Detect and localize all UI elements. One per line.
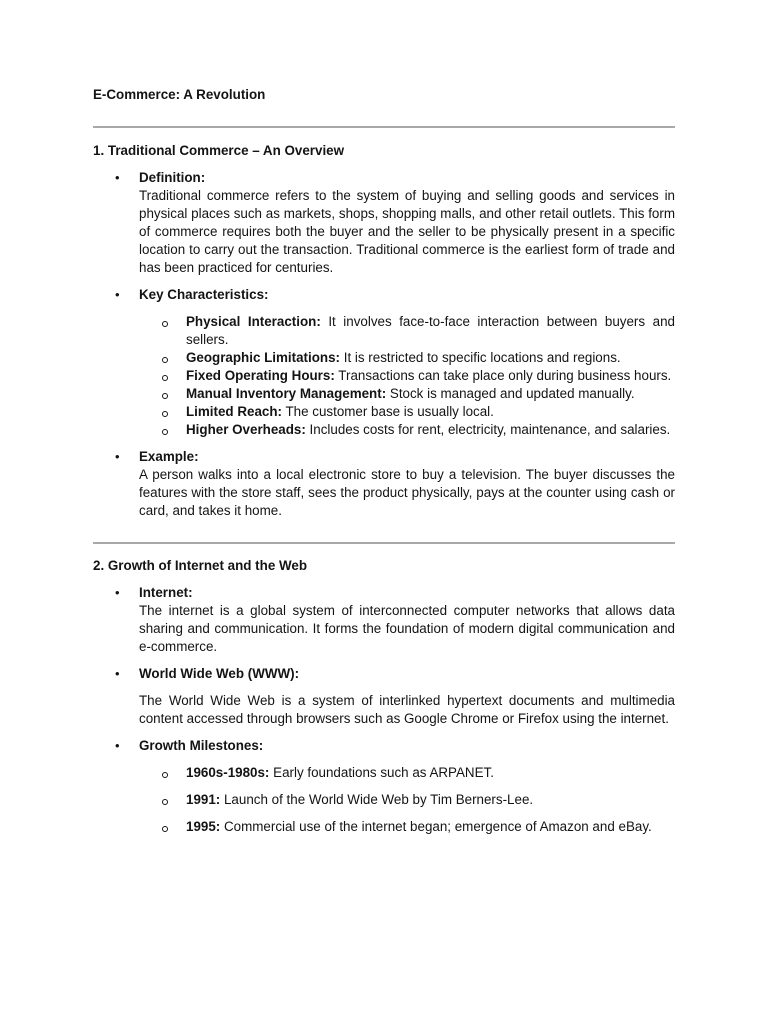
milestone-label: 1960s-1980s: xyxy=(186,765,270,780)
example-label: • Example: xyxy=(139,449,199,464)
internet-growth-list xyxy=(93,584,675,755)
document-page xyxy=(93,86,675,845)
key-characteristics-label: • Key Characteristics: xyxy=(139,287,269,302)
traditional-commerce-list xyxy=(93,169,675,304)
characteristic-item xyxy=(93,367,675,385)
www-text: The World Wide Web is a system of interlinked hypertext documents and multimedia content accessed through browsers such as Google Chrome or Firefox using the internet. xyxy=(139,693,675,726)
www-label: • World Wide Web (WWW): xyxy=(139,666,300,681)
characteristic-item xyxy=(93,349,675,367)
key-characteristics-item xyxy=(93,286,675,304)
internet-label: • Internet: xyxy=(139,585,193,600)
milestone-label: 1991: xyxy=(186,792,221,807)
characteristic-item xyxy=(93,403,675,421)
characteristic-label: Geographic Limitations: xyxy=(186,350,341,365)
milestones-label: • Growth Milestones: xyxy=(139,738,264,753)
milestone-item xyxy=(93,764,675,782)
internet-text: The internet is a global system of interconnected computer networks that allows data sharing and communication. It forms the foundation of modern digital communication and e-commerce. xyxy=(139,603,675,654)
characteristic-label: Higher Overheads: xyxy=(186,422,306,437)
section-divider xyxy=(93,542,675,544)
www-item xyxy=(93,665,675,728)
document-title: E-Commerce: A Revolution xyxy=(93,87,266,102)
characteristic-label: Fixed Operating Hours: xyxy=(186,368,335,383)
section-divider xyxy=(93,126,675,128)
example-text: A person walks into a local electronic store to buy a television. The buyer discusses the features with the store staff, sees the product physically, pays at the counter using cash or card, and takes it home. xyxy=(139,467,675,518)
characteristic-item xyxy=(93,421,675,439)
characteristic-text: It is restricted to specific locations and regions. xyxy=(343,350,621,365)
section-heading-traditional-commerce: 1. Traditional Commerce – An Overview xyxy=(93,143,345,158)
characteristic-item xyxy=(93,313,675,349)
definition-text: Traditional commerce refers to the system of buying and selling goods and services in physical places such as markets, shops, shopping malls, and other retail outlets. This form of commerce requires both the buyer and the seller to be physically present in a specific location to carry out the transaction. Traditional commerce is the earliest form of trade and has been practiced for centuries. xyxy=(139,188,675,275)
section-heading-internet-growth: 2. Growth of Internet and the Web xyxy=(93,558,308,573)
milestone-text: Commercial use of the internet began; emergence of Amazon and eBay. xyxy=(223,819,652,834)
definition-item xyxy=(93,169,675,277)
characteristic-label: Limited Reach: xyxy=(186,404,282,419)
characteristic-text: Transactions can take place only during business hours. xyxy=(338,368,672,383)
characteristics-list xyxy=(93,313,675,439)
characteristic-text: The customer base is usually local. xyxy=(285,404,494,419)
milestone-item xyxy=(93,791,675,809)
milestones-item xyxy=(93,737,675,755)
characteristic-text: Stock is managed and updated manually. xyxy=(389,386,635,401)
milestones-list xyxy=(93,764,675,836)
characteristic-label: Physical Interaction: xyxy=(186,314,321,329)
milestone-text: Launch of the World Wide Web by Tim Berners-Lee. xyxy=(223,792,534,807)
characteristic-text: It involves face-to-face interaction between buyers and sellers. xyxy=(186,314,675,347)
example-list xyxy=(93,448,675,520)
milestone-label: 1995: xyxy=(186,819,221,834)
characteristic-item xyxy=(93,385,675,403)
example-item xyxy=(93,448,675,520)
milestone-item xyxy=(93,818,675,836)
internet-item xyxy=(93,584,675,656)
characteristic-label: Manual Inventory Management: xyxy=(186,386,387,401)
milestone-text: Early foundations such as ARPANET. xyxy=(273,765,494,780)
definition-label: • Definition: xyxy=(139,170,206,185)
characteristic-text: Includes costs for rent, electricity, maintenance, and salaries. xyxy=(309,422,671,437)
